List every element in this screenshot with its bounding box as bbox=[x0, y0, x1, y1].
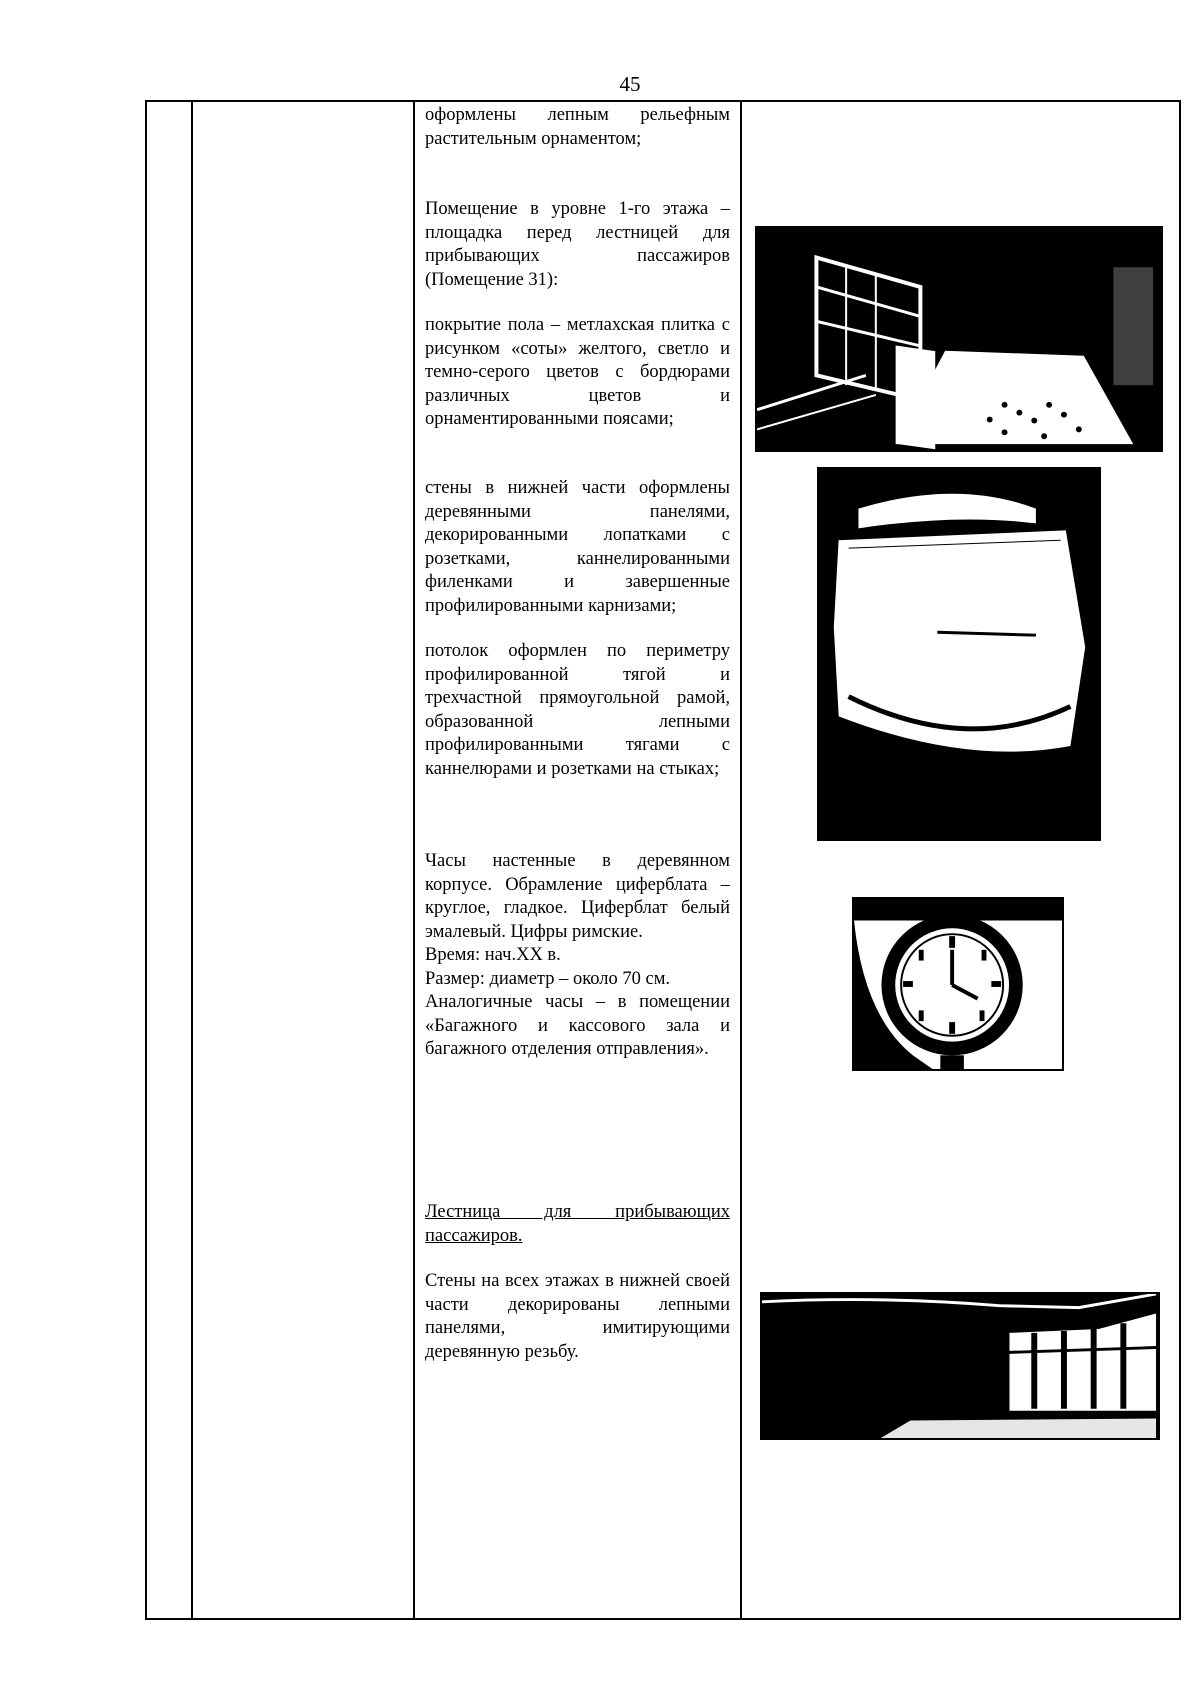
text-stair-heading bbox=[425, 1201, 730, 1248]
column-divider-2 bbox=[413, 100, 415, 1620]
text-room bbox=[425, 198, 730, 292]
walls-description: стены в нижней части оформлены деревянными панелями, декорированными лопатками с розетками, каннелированными филенками и завершенные профилированными карнизами; bbox=[425, 478, 730, 616]
clock-description: Часы настенные в деревянном корпусе. Обрамление циферблата – круглое, гладкое. Циферблат белый эмалевый. Цифры римские. bbox=[425, 851, 730, 942]
text-intro bbox=[425, 104, 730, 151]
photo-ceiling bbox=[817, 467, 1101, 841]
clock-time: Время: нач.XX в. bbox=[425, 945, 561, 965]
ceiling-description: потолок оформлен по периметру профилированной тягой и трехчастной прямоугольной рамой, образованной лепными профилированными тягами с каннелюрами и розетками на стыках; bbox=[425, 641, 730, 779]
text-stair-walls bbox=[425, 1270, 730, 1364]
photo-landing bbox=[755, 226, 1163, 452]
floor-description: покрытие пола – метлахская плитка с рисунком «соты» желтого, светло и темно-серого цветов с бордюрами различных цветов и орнаментированными поясами; bbox=[425, 315, 730, 429]
photo-clock bbox=[852, 897, 1064, 1071]
intro-text: оформлены лепным рельефным растительным орнаментом; bbox=[425, 105, 730, 149]
room-heading: Помещение в уровне 1-го этажа – площадка перед лестницей для прибывающих пассажиров (Помещение 31): bbox=[425, 199, 730, 290]
clock-similar: Аналогичные часы – в помещении «Багажного и кассового зала и багажного отделения отправления». bbox=[425, 992, 730, 1059]
column-divider-3 bbox=[740, 100, 742, 1620]
stair-walls-description: Стены на всех этажах в нижней своей части декорированы лепными панелями, имитирующими деревянную резьбу. bbox=[425, 1271, 730, 1362]
page-number: 45 bbox=[619, 72, 641, 96]
text-ceiling bbox=[425, 640, 730, 781]
clock-size: Размер: диаметр – около 70 см. bbox=[425, 968, 671, 989]
text-floor bbox=[425, 314, 730, 432]
text-clock bbox=[425, 850, 730, 1062]
photo-stairway bbox=[760, 1292, 1160, 1440]
column-divider-1 bbox=[191, 100, 193, 1620]
text-walls bbox=[425, 477, 730, 618]
stair-heading: Лестница для прибывающих пассажиров. bbox=[425, 1202, 730, 1246]
